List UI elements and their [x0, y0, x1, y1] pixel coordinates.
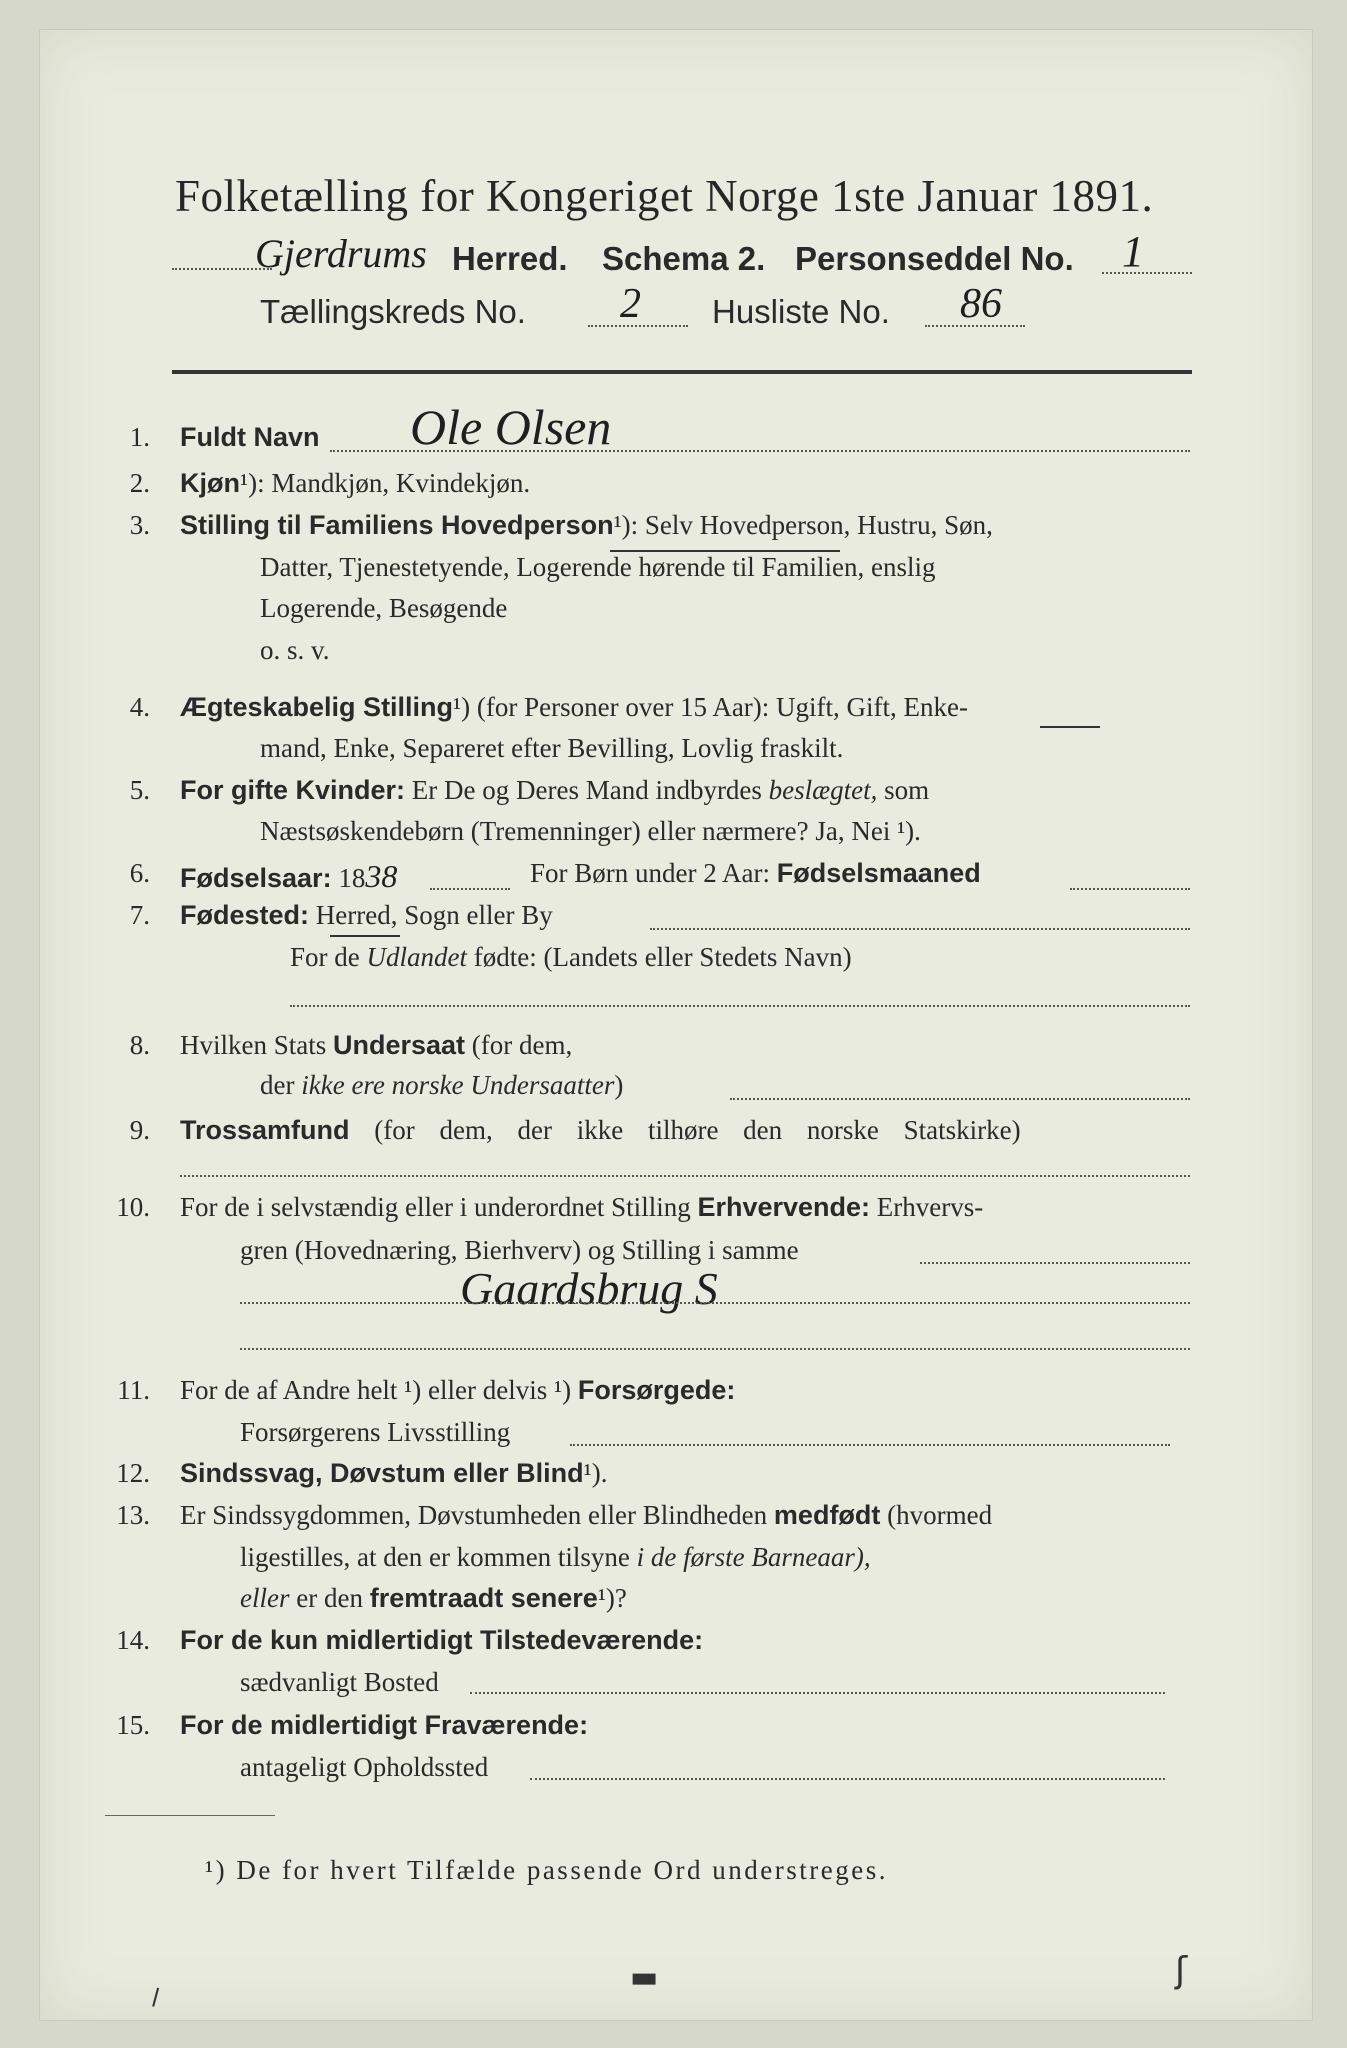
occupation-text-a: For de i selvstændig eller i underordnet Stilling — [180, 1192, 691, 1222]
occupation-dotline-2 — [240, 1302, 1190, 1304]
birth-month-row — [530, 858, 981, 889]
congenital-text-c-end: ¹)? — [597, 1583, 627, 1613]
husliste-dotline — [925, 325, 1025, 327]
religion-text: (for dem, der ikke tilhøre den norske Statskirke) — [374, 1115, 1021, 1145]
birth-year-dotline — [430, 888, 510, 890]
husliste-label: Husliste No. — [712, 293, 890, 330]
married-women-row — [180, 775, 929, 806]
personseddel-number: 1 — [1122, 227, 1144, 276]
occupation-text-a-end: Erhvervs- — [876, 1192, 984, 1222]
married-women-som: som — [884, 775, 930, 805]
religion-row — [180, 1115, 1021, 1146]
census-form-sheet — [40, 30, 1312, 2020]
husliste-number: 86 — [960, 281, 1002, 327]
ink-mark: ▬ — [630, 1960, 659, 1995]
birth-year-prefix: 18 — [338, 863, 366, 893]
field-number: 3. — [129, 510, 150, 540]
family-position-options-b: Datter, Tjenestetyende, Logerende hørende til Familien, enslig — [260, 552, 936, 582]
birth-month-label: Fødselsmaaned — [776, 858, 981, 888]
footnote: ¹) De for hvert Tilfælde passende Ord understreges. — [205, 1855, 888, 1885]
congenital-row-b — [240, 1542, 871, 1573]
occupation-row — [180, 1192, 983, 1223]
occupation-handwritten: Gaardsbrug S — [460, 1263, 718, 1314]
probable-stay-dotline — [530, 1778, 1165, 1780]
married-women-related: beslægtet, — [768, 775, 878, 805]
field-number: 1. — [129, 422, 150, 452]
probable-stay-text: antageligt Opholdssted — [240, 1752, 489, 1782]
field-number: 10. — [116, 1192, 150, 1222]
disability-label: Sindssvag, Døvstum eller Blind — [180, 1458, 584, 1488]
citizenship-row — [180, 1030, 572, 1061]
birth-month-text: For Børn under 2 Aar: — [530, 858, 770, 888]
supported-label: Forsørgede: — [577, 1375, 736, 1405]
citizenship-text-b: der — [260, 1070, 295, 1100]
personseddel-label: Personseddel No. — [795, 240, 1074, 277]
kreds-dotline — [588, 325, 688, 327]
field-number: 12. — [116, 1458, 150, 1488]
birthplace-label: Fødested: — [180, 900, 310, 930]
sex-options: ¹): Mandkjøn, Kvindekjøn. — [240, 468, 531, 498]
abroad-text-end: fødte: (Landets eller Stedets Navn) — [473, 942, 852, 972]
name-value-handwritten: Ole Olsen — [410, 399, 612, 455]
field-number: 7. — [129, 900, 150, 930]
abroad-row — [290, 942, 852, 973]
field-number: 14. — [116, 1625, 150, 1655]
supporter-occupation-text: Forsørgerens Livsstilling — [240, 1417, 511, 1447]
marital-options-b: mand, Enke, Separeret efter Bevilling, Lovlig fraskilt. — [260, 733, 844, 763]
field-number: 8. — [129, 1030, 150, 1060]
schema-label: Schema 2. — [602, 240, 766, 277]
congenital-text-b-it: i de første Barneaar), — [636, 1542, 871, 1572]
herred-handwritten: Gjerdrums — [255, 231, 427, 276]
birth-year-label: Fødselsaar: — [180, 863, 332, 893]
birthplace-row — [180, 900, 553, 931]
citizenship-text-a: Hvilken Stats — [180, 1030, 327, 1060]
field-number: 9. — [129, 1115, 150, 1145]
citizenship-text-b-end: ) — [614, 1070, 624, 1100]
sex-row — [180, 468, 530, 499]
married-women-label: For gifte Kvinder: — [180, 775, 406, 805]
family-position-options-d: o. s. v. — [260, 635, 330, 665]
usual-residence-text: sædvanligt Bosted — [240, 1667, 439, 1697]
congenital-row-c — [240, 1583, 627, 1614]
occupation-dotline-3 — [240, 1348, 1190, 1350]
congenital-label: medfødt — [773, 1500, 881, 1530]
birthplace-options: Herred, Sogn eller By — [315, 900, 553, 930]
abroad-text-a: For de — [290, 942, 360, 972]
family-position-options-c: Logerende, Besøgende — [260, 593, 508, 623]
religion-label: Trossamfund — [180, 1115, 350, 1145]
birth-year-handwritten: 38 — [365, 858, 398, 894]
field-number: 2. — [129, 468, 150, 498]
family-position-label: Stilling til Familiens Hovedperson — [180, 510, 614, 540]
citizenship-text-a-end: (for dem, — [471, 1030, 573, 1060]
herred-label: Herred. — [452, 240, 568, 277]
citizenship-label: Undersaat — [333, 1030, 466, 1060]
field-number: 13. — [116, 1500, 150, 1530]
field-number: 6. — [129, 858, 150, 888]
disability-row — [180, 1458, 607, 1489]
later-onset-label: fremtraadt senere — [369, 1583, 598, 1613]
congenital-text-a-end: (hvormed — [887, 1500, 993, 1530]
congenital-text-a: Er Sindssygdommen, Døvstumheden eller Blindheden — [180, 1500, 768, 1530]
congenital-row — [180, 1500, 992, 1531]
supported-row — [180, 1375, 735, 1406]
religion-dotline — [180, 1175, 1190, 1177]
field-number: 4. — [129, 692, 150, 722]
temporary-present-label: For de kun midlertidigt Tilstedeværende: — [180, 1625, 704, 1655]
citizenship-dotline — [730, 1098, 1190, 1100]
field-number: 5. — [129, 775, 150, 805]
name-label: Fuldt Navn — [180, 422, 320, 452]
herred-underline — [330, 935, 400, 937]
married-women-question: Er De og Deres Mand indbyrdes — [411, 775, 762, 805]
birth-month-dotline — [1070, 888, 1190, 890]
marital-options-a: ¹) (for Personer over 15 Aar): Ugift, Gift, Enke- — [453, 692, 968, 722]
married-women-question-b: Næstsøskendebørn (Tremenninger) eller nærmere? Ja, Nei ¹). — [260, 816, 921, 846]
kreds-label: Tællingskreds No. — [260, 293, 526, 330]
marital-label: Ægteskabelig Stilling — [180, 692, 454, 722]
birth-year-row — [180, 858, 397, 895]
footnote-separator — [105, 1815, 275, 1816]
occupation-dotline-1 — [920, 1262, 1190, 1264]
citizenship-row-b — [260, 1070, 623, 1101]
congenital-text-b: ligestilles, at den er kommen tilsyne — [240, 1542, 630, 1572]
form-title: Folketælling for Kongeriget Norge 1ste Januar 1891. — [175, 171, 1154, 221]
abroad-text-it: Udlandet — [366, 942, 467, 972]
sex-label: Kjøn — [180, 468, 240, 498]
abroad-dotline — [290, 1005, 1190, 1007]
birthplace-dotline — [650, 928, 1190, 930]
field-number: 11. — [117, 1375, 150, 1405]
temporary-absent-label: For de midlertidigt Fraværende: — [180, 1710, 589, 1740]
citizenship-text-b-it: ikke ere norske Undersaatter — [301, 1070, 615, 1100]
gift-underline — [1040, 726, 1100, 728]
kreds-number: 2 — [620, 281, 641, 327]
header-rule — [172, 370, 1192, 374]
occupation-label: Erhvervende: — [697, 1192, 871, 1222]
name-dotline — [330, 450, 1190, 452]
ink-mark: ⸝ — [131, 1964, 172, 2015]
family-position-options-a: ¹): Selv Hovedperson, Hustru, Søn, — [613, 510, 993, 540]
ink-mark: ʃ — [1175, 1950, 1188, 1991]
supporter-dotline — [570, 1444, 1170, 1446]
personseddel-dotline — [1102, 272, 1192, 274]
congenital-text-c: er den — [296, 1583, 363, 1613]
supported-text-a: For de af Andre helt ¹) eller delvis ¹) — [180, 1375, 572, 1405]
congenital-text-c-it: eller — [240, 1583, 290, 1613]
usual-residence-dotline — [470, 1692, 1165, 1694]
occupation-text-b: gren (Hovednæring, Bierhverv) og Stilling i samme — [240, 1235, 799, 1265]
field-number: 15. — [116, 1710, 150, 1740]
marital-row — [180, 692, 968, 723]
family-position-row — [180, 510, 993, 541]
disability-text: ¹). — [583, 1458, 608, 1488]
